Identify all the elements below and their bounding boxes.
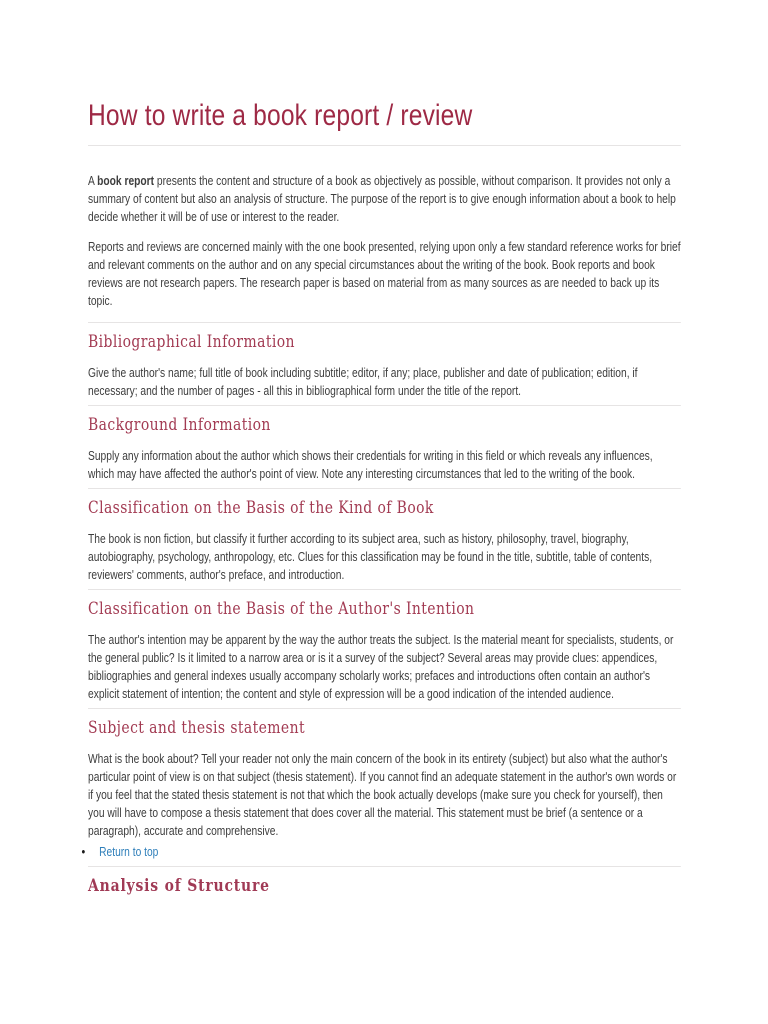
section-heading: Bibliographical Information [88, 332, 295, 352]
section-divider [88, 866, 681, 867]
intro-paragraph-2: Reports and reviews are concerned mainly with the one book presented, relying upon only a few standard reference works for brief and relevant comments on the author and on any special circumstances about the writing of the book. Book reports and book reviews are not research papers. The research paper is based on material from as many sources as are needed to back up its topic. [88, 240, 681, 308]
section-heading: Analysis of Structure [88, 876, 270, 896]
section-divider [88, 405, 681, 406]
section-paragraph: What is the book about? Tell your reader not only the main concern of the book in its entirety (subject) but also what the author's particular point of view is on that subject (thesis statement). If you cannot find an adequate statement in the author's own words or if you feel that the stated thesis statement is not that which the book actually develops (make sure you check for yourself), then you will have to compose a thesis statement that does cover all the material. This statement must be brief (a sentence or a paragraph), accurate and comprehensive. [88, 752, 677, 838]
section-heading: Classification on the Basis of the Kind of Book [88, 498, 434, 518]
page-title: How to write a book report / review [88, 99, 473, 132]
section-paragraph: Give the author's name; full title of book including subtitle; editor, if any; place, publisher and date of publication; edition, if necessary; and the number of pages - all this in bibliographical form under the title of the report. [88, 366, 638, 398]
title-divider [88, 145, 681, 146]
section-divider [88, 589, 681, 590]
section-paragraph: The author's intention may be apparent by the way the author treats the subject. Is the material meant for specialists, students, or the general public? Is it limited to a narrow area or is it a survey of the subject? Several areas may provide clues: appendices, bibliographies and general indexes usually accompany scholarly works; prefaces and introductions often contain an author's explicit statement of intention; the content and style of expression will be a good indication of the intended audience. [88, 633, 674, 701]
section-paragraph: The book is non fiction, but classify it further according to its subject area, such as history, philosophy, travel, biography, autobiography, psychology, anthropology, etc. Clues for this classification may be found in the title, subtitle, table of contents, reviewers' comments, author's preface, and introduction. [88, 532, 653, 582]
intro-p1-bold-term: book report [97, 174, 155, 188]
return-to-top-item [81, 844, 680, 860]
section-bibliographical-information [88, 332, 681, 400]
bullet-icon: • [81, 844, 86, 859]
section-classification-kind-of-book [88, 498, 681, 584]
section-divider [88, 708, 681, 709]
intro-paragraph-1 [88, 172, 681, 226]
section-analysis-of-structure [88, 876, 681, 896]
section-divider [88, 488, 681, 489]
section-heading: Background Information [88, 415, 271, 435]
section-paragraph: Supply any information about the author which shows their credentials for writing in this field or which reveals any influences, which may have affected the author's point of view. Note any interesting circumstances that led to the writing of the book. [88, 449, 653, 481]
section-divider [88, 322, 681, 323]
section-background-information [88, 415, 681, 483]
intro-p1-prefix: A [88, 174, 98, 188]
document-content [81, 99, 681, 896]
return-to-top-link[interactable]: Return to top [99, 845, 159, 859]
section-classification-authors-intention [88, 599, 681, 703]
intro-p1-rest: presents the content and structure of a book as objectively as possible, without comparison. It provides not only a summary of content but also an analysis of structure. The purpose of the report is to give enough information about a book to help decide whether it will be of use or interest to the reader. [88, 174, 676, 224]
section-heading: Classification on the Basis of the Author's Intention [88, 599, 475, 619]
section-heading: Subject and thesis statement [88, 718, 305, 738]
section-subject-and-thesis [88, 718, 681, 840]
